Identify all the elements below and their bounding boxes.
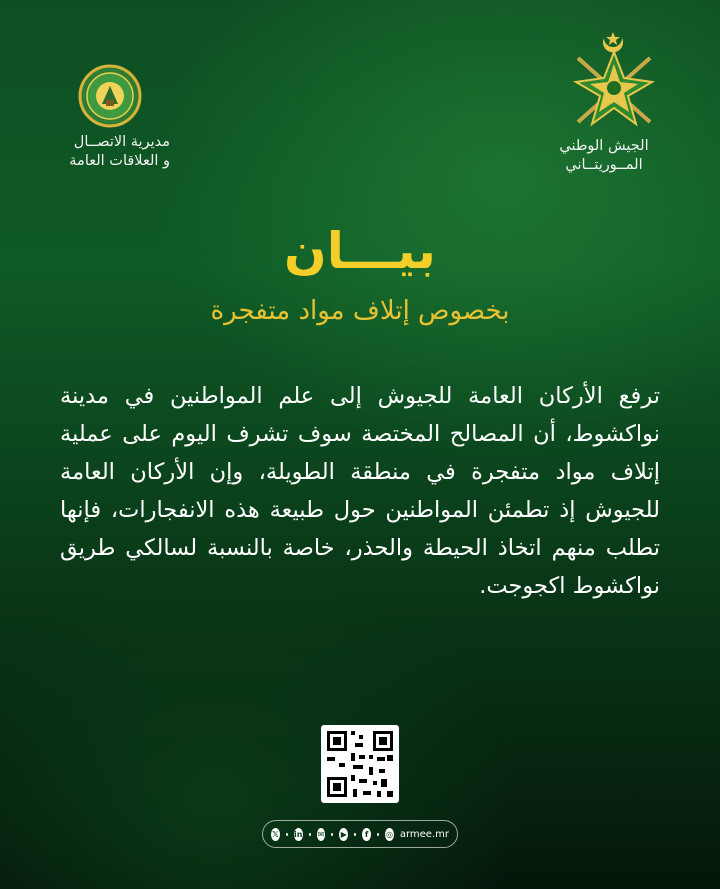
x-icon[interactable]: 𝕏	[272, 829, 279, 839]
emblem-icon	[78, 64, 142, 128]
army-name-line1: الجيش الوطني	[559, 138, 649, 154]
website-link[interactable]: armee.mr	[399, 828, 449, 840]
separator-dot	[286, 833, 288, 836]
directorate-name-line2: و العلاقات العامة	[69, 153, 170, 169]
qr-code[interactable]	[321, 725, 399, 803]
social-links-bar	[262, 820, 458, 848]
facebook-icon[interactable]: f	[362, 828, 371, 841]
qr-code-icon	[321, 725, 399, 803]
army-name-line2: المــوريتــاني	[565, 157, 643, 173]
statement-subtitle: بخصوص إتلاف مواد متفجرة	[210, 296, 510, 326]
statement-title: بيـــان	[284, 222, 436, 280]
linkedin-icon[interactable]: in	[293, 829, 303, 839]
army-logo	[564, 30, 664, 138]
globe-icon[interactable]: ◎	[385, 829, 393, 839]
directorate-name	[58, 133, 170, 171]
army-crest-icon	[564, 30, 664, 138]
directorate-name-line1: مديرية الاتصــال	[73, 134, 170, 150]
mail-icon[interactable]: ✉	[317, 829, 325, 839]
separator-dot	[309, 833, 311, 836]
separator-dot	[377, 833, 379, 836]
separator-dot	[354, 833, 356, 836]
youtube-icon[interactable]: ▶	[340, 829, 347, 839]
separator-dot	[331, 833, 333, 836]
directorate-logo	[78, 64, 142, 128]
army-name	[548, 137, 660, 175]
statement-body: ترفع الأركان العامة للجيوش إلى علم المواطنين في مدينة نواكشوط، أن المصالح المختصة سوف تشرف اليوم على عملية إتلاف مواد متفجرة في منطقة الطويلة، وإن الأركان العامة للجيوش إذ تطمئن المواطنين حول طبيعة هذه الانفجارات، فإنها تطلب منهم اتخاذ الحيطة والحذر، خاصة بالنسبة لسالكي طريق نواكشوط اكجوجت.	[60, 383, 660, 599]
